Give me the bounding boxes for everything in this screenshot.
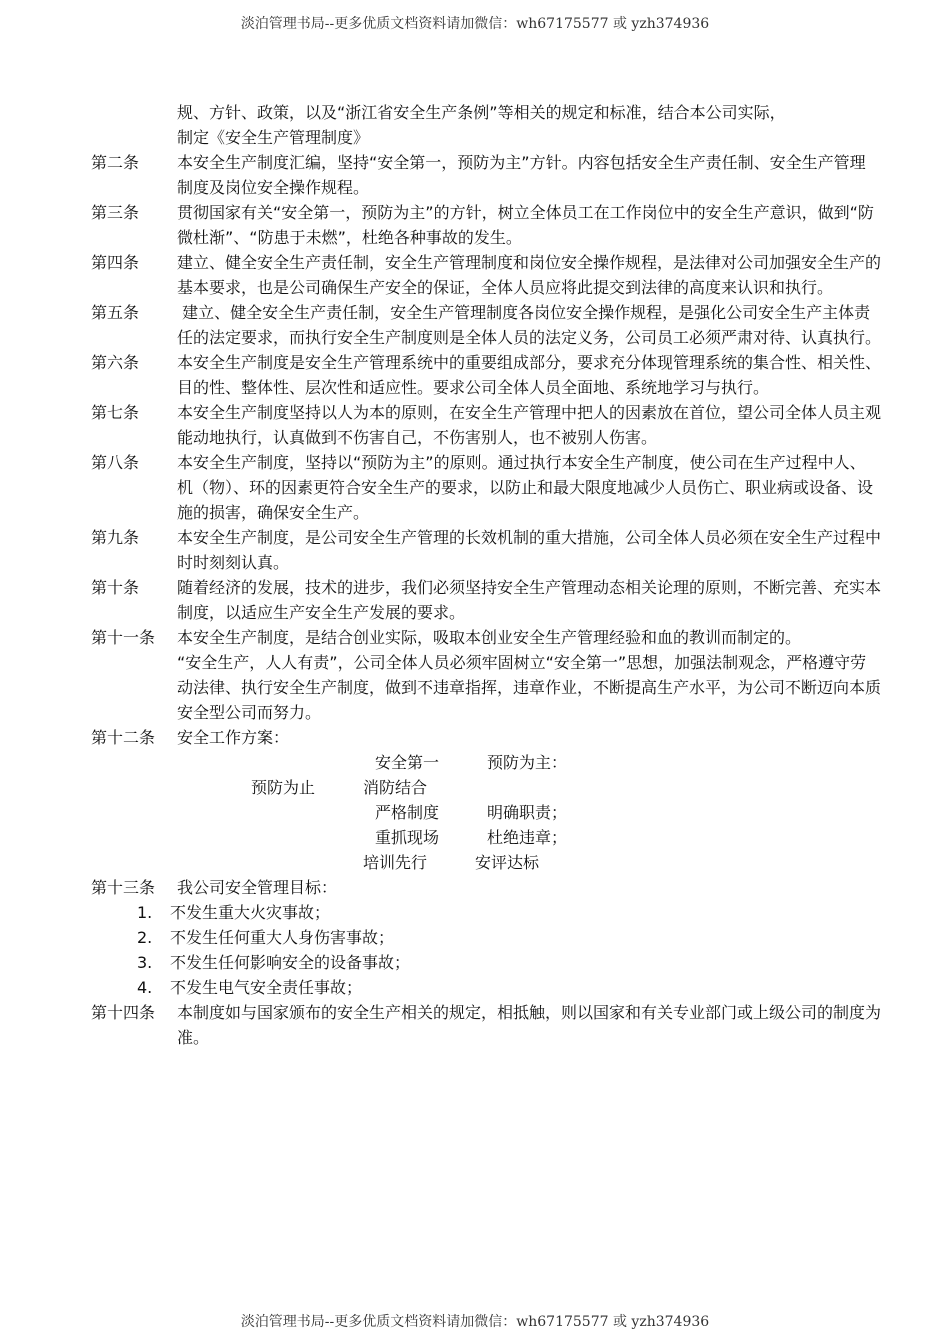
article-label: 第四条 [91, 253, 140, 272]
plan-item: 杜绝违章； [487, 828, 568, 847]
plan-item: 预防为主： [487, 753, 568, 772]
article-5 [91, 300, 881, 350]
article-6 [91, 350, 881, 400]
article-text: 建立、健全安全生产责任制，安全生产管理制度各岗位安全操作规程，是强化公司安全生产主体责任的法定要求，而执行安全生产制度则是全体人员的法定义务，公司员工必须严肃对待、认真执行。 [177, 303, 882, 347]
goal-number: 3. [137, 953, 153, 972]
article-text: 本制度如与国家颁布的安全生产相关的规定，相抵触，则以国家和有关专业部门或上级公司的制度为准。 [177, 1003, 882, 1047]
document-body [91, 100, 881, 1050]
list-item [91, 900, 881, 925]
goal-text: 不发生任何重大人身伤害事故； [170, 928, 395, 947]
plan-row [91, 750, 881, 775]
list-item [91, 975, 881, 1000]
article-11-continuation: “安全生产，人人有责”，公司全体人员必须牢固树立“安全第一”思想，加强法制观念，严格遵守劳动法律、执行安全生产制度，做到不违章指挥，违章作业，不断提高生产水平，为公司不断迈向本质安全型公司而努力。 [177, 653, 882, 722]
article-text: 本安全生产制度，是公司安全生产管理的长效机制的重大措施，公司全体人员必须在安全生产过程中时时刻刻认真。 [177, 528, 882, 572]
page-footer: 淡泊管理书局--更多优质文档资料请加微信：wh67175577 或 yzh374936 [240, 1314, 710, 1330]
article-label: 第二条 [91, 153, 140, 172]
article-label: 第六条 [91, 353, 140, 372]
intro-line: 制定《安全生产管理制度》 [177, 128, 370, 147]
plan-item: 明确职责； [487, 803, 568, 822]
article-text: 本安全生产制度汇编，坚持“安全第一，预防为主”方针。内容包括安全生产责任制、安全生产管理制度及岗位安全操作规程。 [177, 153, 866, 197]
safety-plan [91, 750, 881, 875]
article-text: 本安全生产制度，坚持以“预防为主”的原则。通过执行本安全生产制度，使公司在生产过程中人、机（物）、环的因素更符合安全生产的要求，以防止和最大限度地减少人员伤亡、职业病或设备、设施的损害，确保安全生产。 [177, 453, 874, 522]
goal-text: 不发生电气安全责任事故； [170, 978, 363, 997]
plan-row [91, 775, 881, 800]
article-label: 第十三条 [91, 878, 156, 897]
article-label: 第十二条 [91, 728, 156, 747]
article-11 [91, 625, 881, 650]
article-label: 第十四条 [91, 1003, 156, 1022]
plan-row [91, 800, 881, 825]
plan-item: 重抓现场 [375, 828, 440, 847]
article-text: 本安全生产制度坚持以人为本的原则，在安全生产管理中把人的因素放在首位，望公司全体人员主观能动地执行，认真做到不伤害自己，不伤害别人，也不被别人伤害。 [177, 403, 882, 447]
plan-row [91, 850, 881, 875]
article-text: 本安全生产制度，是结合创业实际，吸取本创业安全生产管理经验和血的教训而制定的。 [177, 628, 802, 647]
plan-item: 严格制度 [375, 803, 440, 822]
plan-item: 消防结合 [363, 778, 428, 797]
plan-item: 预防为止 [251, 778, 316, 797]
article-12 [91, 725, 881, 750]
article-14 [91, 1000, 881, 1050]
goal-text: 不发生重大火灾事故； [170, 903, 331, 922]
goal-list [91, 900, 881, 1000]
article-2 [91, 150, 881, 200]
article-text: 贯彻国家有关“安全第一，预防为主”的方针，树立全体员工在工作岗位中的安全生产意识，做到“防微杜渐”、“防患于未燃”，杜绝各种事故的发生。 [177, 203, 874, 247]
article-8 [91, 450, 881, 525]
article-3 [91, 200, 881, 250]
article-4 [91, 250, 881, 300]
article-text: 随着经济的发展，技术的进步，我们必须坚持安全生产管理动态相关论理的原则，不断完善、充实本制度，以适应生产安全生产发展的要求。 [177, 578, 882, 622]
article-text: 我公司安全管理目标： [177, 878, 338, 897]
goal-number: 1. [137, 903, 153, 922]
plan-row [91, 825, 881, 850]
page-header: 淡泊管理书局--更多优质文档资料请加微信：wh67175577 或 yzh374936 [240, 16, 710, 32]
list-item [91, 925, 881, 950]
goal-text: 不发生任何影响安全的设备事故； [170, 953, 411, 972]
plan-item: 培训先行 [363, 853, 428, 872]
article-10 [91, 575, 881, 625]
goal-number: 2. [137, 928, 153, 947]
article-9 [91, 525, 881, 575]
article-label: 第五条 [91, 303, 140, 322]
article-label: 第十条 [91, 578, 140, 597]
article-label: 第十一条 [91, 628, 156, 647]
article-13 [91, 875, 881, 900]
article-label: 第九条 [91, 528, 140, 547]
plan-item: 安全第一 [375, 753, 440, 772]
article-text: 本安全生产制度是安全生产管理系统中的重要组成部分，要求充分体现管理系统的集合性、相关性、目的性、整体性、层次性和适应性。要求公司全体人员全面地、系统地学习与执行。 [177, 353, 882, 397]
intro-line: 规、方针、政策，以及“浙江省安全生产条例”等相关的规定和标准，结合本公司实际， [177, 103, 786, 122]
article-7 [91, 400, 881, 450]
article-label: 第三条 [91, 203, 140, 222]
intro-paragraph [91, 100, 881, 150]
article-label: 第八条 [91, 453, 140, 472]
goal-number: 4. [137, 978, 153, 997]
list-item [91, 950, 881, 975]
plan-item: 安评达标 [475, 853, 540, 872]
article-label: 第七条 [91, 403, 140, 422]
article-text: 安全工作方案： [177, 728, 290, 747]
article-text: 建立、健全安全生产责任制，安全生产管理制度和岗位安全操作规程，是法律对公司加强安全生产的基本要求，也是公司确保生产安全的保证，全体人员应将此提交到法律的高度来认识和执行。 [177, 253, 882, 297]
